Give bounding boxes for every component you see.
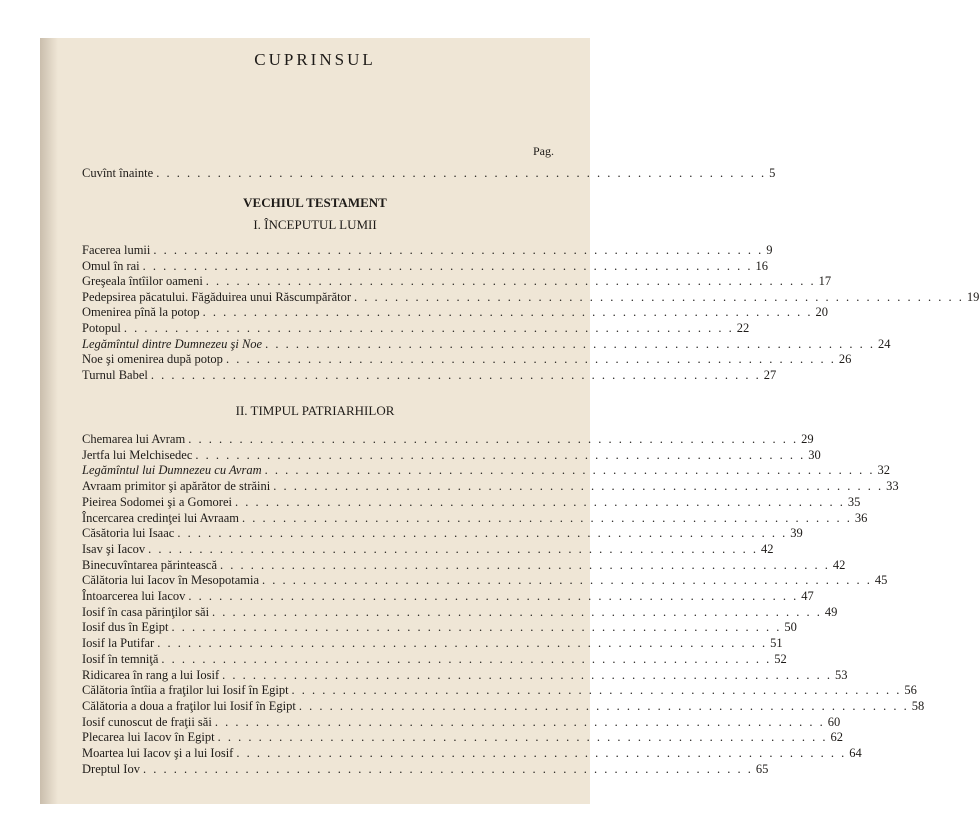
toc-entry xyxy=(82,432,814,447)
toc-entry-title: Călătoria lui Iacov în Mesopotamia xyxy=(82,573,260,588)
toc-entry-page: 39 xyxy=(790,526,803,541)
page-column-label: Pag. xyxy=(533,144,554,158)
toc-entry-page: 58 xyxy=(911,698,925,713)
toc-entry xyxy=(82,636,783,651)
dot-leader: . . . . . . . . . . . . . . . . . . . . . . . . . . . . . . . . . . . . . . . . . . . . . . . . . . . . . . . . . . . . xyxy=(195,447,806,462)
toc-entry-page: 22 xyxy=(736,321,750,335)
toc-entry xyxy=(82,367,777,383)
toc-entry-title: Călătoria întîia a fraţilor lui Iosif în Egipt xyxy=(82,683,289,698)
toc-entry xyxy=(82,243,773,258)
toc-entry xyxy=(82,714,841,730)
toc-entry-page: 51 xyxy=(770,636,783,651)
toc-entry-page: 64 xyxy=(849,746,862,760)
dot-leader: . . . . . . . . . . . . . . . . . . . . . . . . . . . . . . . . . . . . . . . . . . . . . . . . . . . . . . . . . . . . xyxy=(291,683,902,698)
dot-leader: . . . . . . . . . . . . . . . . . . . . . . . . . . . . . . . . . . . . . . . . . . . . . . . . . . . . . . . . . . . . xyxy=(212,604,822,619)
toc-entry-title: Isav şi Iacov xyxy=(82,541,146,556)
toc-entry-page: 36 xyxy=(854,510,868,525)
section-heading: I. ÎNCEPUTUL LUMII xyxy=(253,217,377,232)
toc-entry xyxy=(82,746,862,761)
toc-entry xyxy=(82,336,891,352)
toc-entry-title: Iosif dus în Egipt xyxy=(82,620,169,635)
toc-entry xyxy=(82,494,861,510)
toc-entry-page: 42 xyxy=(761,541,774,556)
toc-entry-title: Căsătoria lui Isaac xyxy=(82,526,175,541)
toc-entry xyxy=(82,557,846,573)
dot-leader: . . . . . . . . . . . . . . . . . . . . . . . . . . . . . . . . . . . . . . . . . . . . . . . . . . . . . . . . . . . . xyxy=(236,746,847,760)
dot-leader: . . . . . . . . . . . . . . . . . . . . . . . . . . . . . . . . . . . . . . . . . . . . . . . . . . . . . . . . . . . . xyxy=(153,243,764,257)
toc-entry xyxy=(82,463,890,478)
toc-entry xyxy=(82,604,838,620)
dot-leader: . . . . . . . . . . . . . . . . . . . . . . . . . . . . . . . . . . . . . . . . . . . . . . . . . . . . . . . . . . . . xyxy=(225,352,836,367)
toc-entry-title: Iosif cunoscut de fraţii săi xyxy=(82,714,212,729)
dot-leader: . . . . . . . . . . . . . . . . . . . . . . . . . . . . . . . . . . . . . . . . . . . . . . . . . . . . . . . . . . . . xyxy=(142,258,753,273)
toc-entry-title: Jertfa lui Melchisedec xyxy=(82,447,193,462)
toc-entry-page: 16 xyxy=(755,258,769,273)
toc-entry xyxy=(82,258,769,274)
toc-entry-page: 26 xyxy=(838,352,852,367)
dot-leader: . . . . . . . . . . . . . . . . . . . . . . . . . . . . . . . . . . . . . . . . . . . . . . . . . . . . . . . . . . . . xyxy=(273,479,884,494)
toc-entry-title: Avraam primitor şi apărător de străini xyxy=(82,479,271,494)
dot-leader: . . . . . . . . . . . . . . . . . . . . . . . . . . . . . . . . . . . . . . . . . . . . . . . . . . . . . . . . . . . . xyxy=(123,321,734,335)
dot-leader: . . . . . . . . . . . . . . . . . . . . . . . . . . . . . . . . . . . . . . . . . . . . . . . . . . . . . . . . . . . . xyxy=(148,541,759,556)
toc-entry-title: Greşeala întîilor oameni xyxy=(82,274,203,289)
toc-entry-page: 29 xyxy=(801,432,814,446)
dot-leader: . . . . . . . . . . . . . . . . . . . . . . . . . . . . . . . . . . . . . . . . . . . . . . . . . . . . . . . . . . . . xyxy=(265,336,875,351)
toc-entry xyxy=(82,166,776,181)
toc-entry xyxy=(82,274,832,289)
toc-entry-page: 65 xyxy=(755,761,769,776)
toc-entry-title: Turnul Babel xyxy=(82,367,148,382)
toc-entry-page: 49 xyxy=(824,604,838,619)
toc-entry-title: Omenirea pînă la potop xyxy=(82,305,200,320)
dot-leader: . . . . . . . . . . . . . . . . . . . . . . . . . . . . . . . . . . . . . . . . . . . . . . . . . . . . . . . . . . . . xyxy=(157,636,768,651)
toc-entry-title: Legămîntul lui Dumnezeu cu Avram xyxy=(82,463,262,478)
dot-leader: . . . . . . . . . . . . . . . . . . . . . . . . . . . . . . . . . . . . . . . . . . . . . . . . . . . . . . . . . . . . xyxy=(222,667,832,682)
dot-leader: . . . . . . . . . . . . . . . . . . . . . . . . . . . . . . . . . . . . . . . . . . . . . . . . . . . . . . . . . . . . xyxy=(234,494,845,509)
page-title: CUPRINSUL xyxy=(254,50,376,69)
toc-entry-title: Facerea lumii xyxy=(82,243,151,257)
toc-entry-page: 60 xyxy=(827,714,841,729)
toc-entry-page: 56 xyxy=(904,683,917,698)
toc-entry xyxy=(82,573,888,588)
toc-entry xyxy=(82,479,899,494)
toc-entry-page: 35 xyxy=(847,494,861,509)
toc-entry-page: 53 xyxy=(834,667,848,682)
toc-entry-page: 27 xyxy=(763,367,777,382)
toc-entry-title: Cuvînt înainte xyxy=(82,166,154,180)
toc-entry-title: Dreptul Iov xyxy=(82,761,140,776)
dot-leader: . . . . . . . . . . . . . . . . . . . . . . . . . . . . . . . . . . . . . . . . . . . . . . . . . . . . . . . . . . . . xyxy=(150,367,761,382)
dot-leader: . . . . . . . . . . . . . . . . . . . . . . . . . . . . . . . . . . . . . . . . . . . . . . . . . . . . . . . . . . . . xyxy=(171,620,782,635)
toc-entry-page: 17 xyxy=(818,274,832,289)
toc-entry-page: 19 xyxy=(966,289,979,304)
toc-entry-title: Plecarea lui Iacov în Egipt xyxy=(82,730,215,745)
dot-leader: . . . . . . . . . . . . . . . . . . . . . . . . . . . . . . . . . . . . . . . . . . . . . . . . . . . . . . . . . . . . xyxy=(298,698,909,713)
toc-entry xyxy=(82,620,797,635)
toc-entry-page: 32 xyxy=(877,463,890,478)
toc-entry-title: Călătoria a doua a fraţilor lui Iosif în Egipt xyxy=(82,698,296,713)
toc-entry xyxy=(82,683,917,698)
toc-entry-page: 62 xyxy=(830,730,843,745)
toc-entry xyxy=(82,289,979,305)
toc-entry-page: 9 xyxy=(766,243,773,257)
dot-leader: . . . . . . . . . . . . . . . . . . . . . . . . . . . . . . . . . . . . . . . . . . . . . . . . . . . . . . . . . . . . xyxy=(241,510,852,525)
toc-entry-page: 24 xyxy=(877,336,891,351)
dot-leader: . . . . . . . . . . . . . . . . . . . . . . . . . . . . . . . . . . . . . . . . . . . . . . . . . . . . . . . . . . . . xyxy=(220,557,830,572)
toc-entry-page: 30 xyxy=(808,447,821,462)
toc-entry-title: Încercarea credinţei lui Avraam xyxy=(82,510,239,525)
toc-entry xyxy=(82,541,774,557)
dot-leader: . . . . . . . . . . . . . . . . . . . . . . . . . . . . . . . . . . . . . . . . . . . . . . . . . . . . . . . . . . . . xyxy=(188,589,799,603)
toc-entry-title: Potopul xyxy=(82,321,121,335)
dot-leader: . . . . . . . . . . . . . . . . . . . . . . . . . . . . . . . . . . . . . . . . . . . . . . . . . . . . . . . . . . . . xyxy=(354,289,964,304)
dot-leader: . . . . . . . . . . . . . . . . . . . . . . . . . . . . . . . . . . . . . . . . . . . . . . . . . . . . . . . . . . . . xyxy=(262,573,872,588)
toc-entry xyxy=(82,698,925,714)
toc-entry-page: 42 xyxy=(832,557,846,572)
dot-leader: . . . . . . . . . . . . . . . . . . . . . . . . . . . . . . . . . . . . . . . . . . . . . . . . . . . . . . . . . . . . xyxy=(214,714,825,729)
toc-entry-title: Pedepsirea păcatului. Făgăduirea unui Răscumpărător xyxy=(82,289,352,304)
toc-entry xyxy=(82,526,803,541)
toc-entry-title: Iosif în casa părinţilor săi xyxy=(82,604,210,619)
toc-entry-title: Noe şi omenirea după potop xyxy=(82,352,223,367)
dot-leader: . . . . . . . . . . . . . . . . . . . . . . . . . . . . . . . . . . . . . . . . . . . . . . . . . . . . . . . . . . . . xyxy=(188,432,799,446)
toc-entry-page: 5 xyxy=(769,166,776,180)
section-heading: II. TIMPUL PATRIARHILOR xyxy=(235,403,395,418)
toc-entry xyxy=(82,667,848,683)
toc-entry-page: 45 xyxy=(874,573,888,588)
toc-entry-page: 52 xyxy=(774,651,787,666)
dot-leader: . . . . . . . . . . . . . . . . . . . . . . . . . . . . . . . . . . . . . . . . . . . . . . . . . . . . . . . . . . . . xyxy=(177,526,788,541)
dot-leader: . . . . . . . . . . . . . . . . . . . . . . . . . . . . . . . . . . . . . . . . . . . . . . . . . . . . . . . . . . . . xyxy=(142,761,753,776)
dot-leader: . . . . . . . . . . . . . . . . . . . . . . . . . . . . . . . . . . . . . . . . . . . . . . . . . . . . . . . . . . . . xyxy=(161,651,772,666)
toc-entry xyxy=(82,447,821,463)
toc-entry-page: 50 xyxy=(784,620,797,635)
toc-entry xyxy=(82,321,750,336)
toc-entry-title: Chemarea lui Avram xyxy=(82,432,186,446)
section-heading: VECHIUL TESTAMENT xyxy=(243,195,387,210)
toc-entry xyxy=(82,352,852,367)
toc-entry xyxy=(82,589,814,604)
page-gutter-shadow xyxy=(40,38,58,804)
dot-leader: . . . . . . . . . . . . . . . . . . . . . . . . . . . . . . . . . . . . . . . . . . . . . . . . . . . . . . . . . . . . xyxy=(202,305,813,320)
toc-entry-title: Moartea lui Iacov şi a lui Iosif xyxy=(82,746,234,760)
dot-leader: . . . . . . . . . . . . . . . . . . . . . . . . . . . . . . . . . . . . . . . . . . . . . . . . . . . . . . . . . . . . xyxy=(156,166,767,180)
toc-entry-title: Ridicarea în rang a lui Iosif xyxy=(82,667,220,682)
dot-leader: . . . . . . . . . . . . . . . . . . . . . . . . . . . . . . . . . . . . . . . . . . . . . . . . . . . . . . . . . . . . xyxy=(264,463,875,478)
toc-entry-title: Iosif la Putifar xyxy=(82,636,155,651)
toc-entry xyxy=(82,651,787,667)
toc-entry-page: 20 xyxy=(815,305,829,320)
toc-entry xyxy=(82,510,868,526)
toc-entry xyxy=(82,305,829,320)
toc-entry-title: Legămîntul dintre Dumnezeu şi Noe xyxy=(82,336,263,351)
dot-leader: . . . . . . . . . . . . . . . . . . . . . . . . . . . . . . . . . . . . . . . . . . . . . . . . . . . . . . . . . . . . xyxy=(217,730,828,745)
toc-entry-page: 47 xyxy=(801,589,814,603)
toc-entry-title: Binecuvîntarea părintească xyxy=(82,557,217,572)
toc-entry-title: Pieirea Sodomei şi a Gomorei xyxy=(82,494,232,509)
toc-entry-page: 33 xyxy=(886,479,899,494)
dot-leader: . . . . . . . . . . . . . . . . . . . . . . . . . . . . . . . . . . . . . . . . . . . . . . . . . . . . . . . . . . . . xyxy=(205,274,816,289)
toc-entry-title: Omul în rai xyxy=(82,258,140,273)
toc-entry-title: Întoarcerea lui Iacov xyxy=(82,589,186,603)
toc-entry xyxy=(82,761,769,777)
toc-entry xyxy=(82,730,843,745)
book-page xyxy=(40,38,979,804)
toc-entry-title: Iosif în temniţă xyxy=(82,651,159,666)
